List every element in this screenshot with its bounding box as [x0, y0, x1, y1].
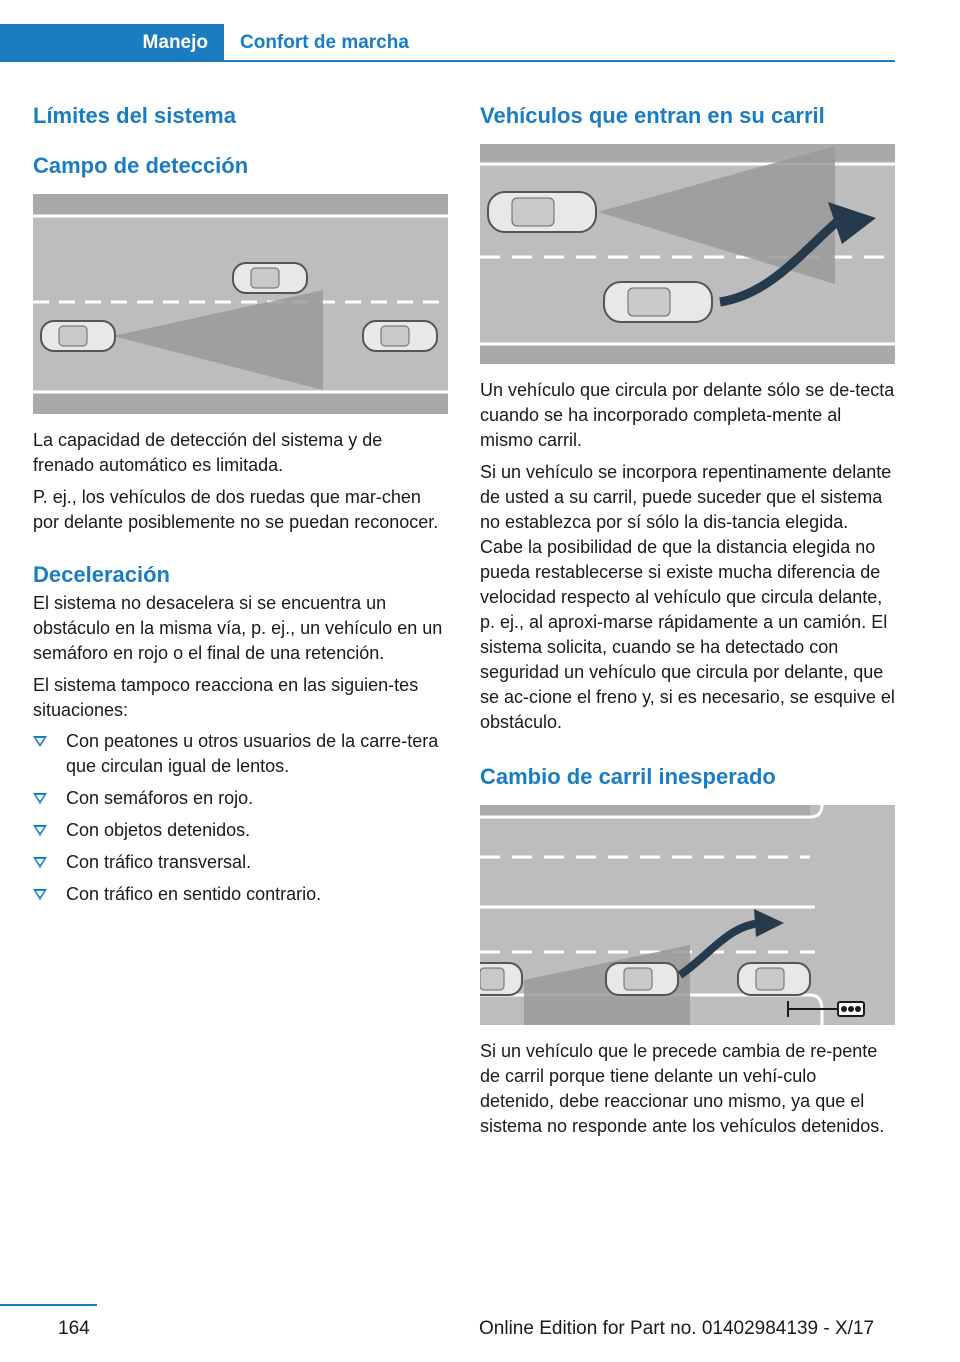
section-tab-inactive: Confort de marcha — [240, 32, 409, 53]
car-icon — [480, 963, 522, 995]
triangle-bullet-icon — [33, 857, 47, 868]
car-icon — [233, 263, 307, 293]
car-icon — [604, 282, 712, 322]
right-column — [480, 100, 895, 1139]
subsection-title: Vehículos que entran en su carril — [480, 103, 825, 128]
paragraph: El sistema tampoco reacciona en las siguien‐tes situaciones: — [33, 675, 419, 720]
paragraph: Si un vehículo se incorpora repentinamente delante de usted a su carril, puede suceder que el sistema no establezca por sí sólo la dis‐tancia elegida. Cabe la posibilidad de que la distancia elegida no pueda restablecerse si existe mucha diferencia de velocidad respecto al vehículo que circula delante, p. ej., al aproxi‐marse rápidamente a un camión. El sistema solicita, cuando se ha detectado con seguridad un vehículo que circula por delante, que se ac‐cione el freno y, si es necesario, se esquive el obstáculo. — [480, 462, 895, 732]
paragraph: P. ej., los vehículos de dos ruedas que mar‐chen por delante posiblemente no se puedan reconocer. — [33, 487, 439, 532]
unexpected-lane-change-figure — [480, 805, 895, 1025]
edition-footer: Online Edition for Part no. 01402984139 - X/17 — [479, 1318, 875, 1339]
header-rule — [0, 60, 895, 62]
subsection-title: Deceleración — [33, 562, 170, 587]
triangle-bullet-icon — [33, 825, 47, 836]
list-item: Con semáforos en rojo. — [33, 786, 448, 811]
car-icon — [41, 321, 115, 351]
triangle-bullet-icon — [33, 736, 47, 747]
car-icon — [606, 963, 678, 995]
merging-vehicle-figure — [480, 144, 895, 364]
section-title: Límites del sistema — [33, 103, 236, 128]
paragraph: Si un vehículo que le precede cambia de re‐pente de carril porque tiene delante un vehí‐culo detenido, debe reaccionar uno mismo, ya que el sistema no responde ante los vehículos detenidos. — [480, 1041, 885, 1136]
detection-range-figure — [33, 194, 448, 414]
subsection-title: Cambio de carril inesperado — [480, 764, 776, 789]
paragraph: La capacidad de detección del sistema y de frenado automático es limitada. — [33, 430, 383, 475]
triangle-bullet-icon — [33, 793, 47, 804]
car-icon — [488, 192, 596, 232]
paragraph: El sistema no desacelera si se encuentra un obstáculo en la misma vía, p. ej., un vehículo en un semáforo en rojo o el final de una retención. — [33, 593, 443, 663]
list-item: Con objetos detenidos. — [33, 818, 448, 843]
page-header — [0, 0, 960, 62]
list-item: Con tráfico en sentido contrario. — [33, 882, 448, 907]
bullet-list — [33, 729, 448, 907]
paragraph: Un vehículo que circula por delante sólo se de‐tecta cuando se ha incorporado completa‐mente al mismo carril. — [480, 380, 895, 450]
list-item: Con peatones u otros usuarios de la carre‐tera que circulan igual de lentos. — [33, 729, 448, 779]
footer-rule — [0, 1304, 97, 1306]
car-icon — [363, 321, 437, 351]
section-tab-active: Manejo — [0, 24, 224, 62]
car-icon — [738, 963, 810, 995]
triangle-bullet-icon — [33, 889, 47, 900]
subsection-title: Campo de detección — [33, 153, 249, 178]
left-column — [33, 100, 448, 914]
page-number: 164 — [58, 1318, 90, 1339]
list-item: Con tráfico transversal. — [33, 850, 448, 875]
